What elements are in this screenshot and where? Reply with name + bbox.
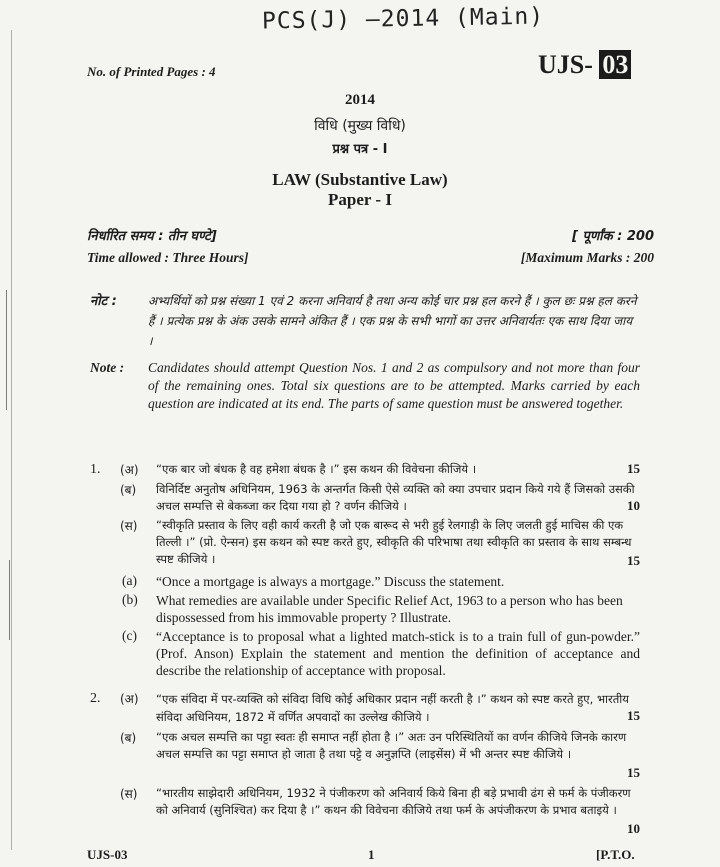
time-allowed-hindi: निर्धारित समय : तीन घण्टे] bbox=[87, 229, 217, 244]
part-label: (अ) bbox=[120, 692, 139, 706]
part-marks: 15 bbox=[627, 553, 640, 568]
printed-pages: No. of Printed Pages : 4 bbox=[87, 64, 216, 79]
time-allowed-english: Time allowed : Three Hours] bbox=[87, 250, 249, 265]
part-label: (स) bbox=[120, 787, 138, 801]
note-hindi-label: नोट : bbox=[90, 294, 117, 309]
part-text: विनिर्दिष्ट अनुतोष अधिनियम, 1963 के अन्तर्गत किसी ऐसे व्यक्ति को क्या उपचार प्रदान किये गये हैं जिसको उसकी अचल सम्पत्ति से बेकब्जा कर दिया गया हो ? वर्णन कीजिये । bbox=[156, 482, 635, 513]
part-text: “एक अचल सम्पत्ति का पट्टा स्वतः ही समाप्त नहीं होता है ।” अतः उन परिस्थितियों का वर्णन कीजिये जिनके कारण अचल सम्पत्ति का पट्टा समाप्त हो जाता है तथा पट्टे व अनुज्ञप्ति (लाइसेंस) में भी अन्तर स्पष्ट कीजिये । bbox=[156, 730, 627, 761]
part-text: “Once a mortgage is always a mortgage.” Discuss the statement. bbox=[156, 574, 505, 589]
footer-paper-code: UJS-03 bbox=[87, 847, 128, 862]
part-label: (अ) bbox=[120, 463, 139, 477]
question-1-number: 1. bbox=[90, 462, 101, 477]
title-hindi-paper: प्रश्न पत्र - I bbox=[332, 142, 388, 157]
part-label: (ब) bbox=[120, 731, 137, 745]
part-text: “एक संविदा में पर-व्यक्ति को संविदा विधि कोई अधिकार प्रदान नहीं करती है ।” कथन को स्पष्ट करते हुए, भारतीय संविदा अधिनियम, 1872 में वर्णित अपवादों का उल्लेख कीजिये । bbox=[156, 692, 629, 724]
part-marks: 10 bbox=[627, 498, 640, 513]
paper-code-number: 03 bbox=[599, 50, 631, 79]
handwritten-note: PCS(J) —2014 (Main) bbox=[261, 3, 545, 35]
note-english-label: Note : bbox=[90, 360, 125, 375]
part-label: (स) bbox=[120, 519, 138, 533]
scan-edge-line bbox=[9, 560, 10, 640]
title-english-paper: Paper - I bbox=[328, 190, 392, 209]
part-label: (b) bbox=[122, 592, 138, 607]
title-english-subject: LAW (Substantive Law) bbox=[272, 170, 448, 189]
part-label: (c) bbox=[122, 628, 137, 643]
part-text: “स्वीकृति प्रस्ताव के लिए वही कार्य करती है जो एक बारूद से भरी हुई रेलगाड़ी के लिए जलती हुई माचिस की एक तिल्ली ।” (प्रो. ऐन्सन) इस कथन को स्पष्ट करते हुए, स्वीकृति की परिभाषा तथा स्वीकृति का प्रस्ताव के साथ सम्बन्ध स्पष्ट कीजिये । bbox=[156, 518, 632, 566]
part-marks: 15 bbox=[627, 708, 640, 723]
part-text: “एक बार जो बंधक है वह हमेशा बंधक है ।” इस कथन की विवेचना कीजिये । bbox=[156, 462, 477, 476]
part-text: “भारतीय साझेदारी अधिनियम, 1932 ने पंजीकरण को अनिवार्य किये बिना ही बड़े प्रभावी ढंग से फर्म के पंजीकरण को अनिवार्य (सुनिश्चित) कर दिया है ।” कथन की विवेचना कीजिये तथा फर्म के अपंजीकरण के प्रभाव बताइये । bbox=[156, 786, 631, 817]
part-label: (a) bbox=[122, 573, 137, 588]
part-text: What remedies are available under Specific Relief Act, 1963 to a person who has been dispossessed from his immovable property ? Illustrate. bbox=[156, 593, 623, 625]
question-2-number: 2. bbox=[90, 691, 101, 706]
part-marks: 15 bbox=[627, 461, 640, 476]
paper-code-prefix: UJS- bbox=[538, 50, 593, 79]
part-marks: 15 bbox=[627, 765, 640, 780]
part-label: (ब) bbox=[120, 483, 137, 497]
paper-code bbox=[538, 50, 631, 80]
max-marks-english: [Maximum Marks : 200 bbox=[520, 250, 654, 265]
title-hindi-subject: विधि (मुख्य विधि) bbox=[314, 118, 406, 134]
note-hindi-text: अभ्यर्थियों को प्रश्न संख्या 1 एवं 2 करना अनिवार्य है तथा अन्य कोई चार प्रश्न हल करने हैं । कुल छः प्रश्न हल करने हैं । प्रत्येक प्रश्न के अंक उसके सामने अंकित हैं । एक प्रश्न के सभी भागों का उत्तर अनिवार्यतः एक साथ दिया जाय । bbox=[148, 294, 637, 348]
exam-year: 2014 bbox=[345, 92, 375, 108]
footer-page-number: 1 bbox=[368, 847, 375, 862]
scan-edge-line bbox=[6, 290, 7, 410]
max-marks-hindi: [ पूर्णांक : 200 bbox=[572, 229, 654, 244]
part-text: “Acceptance is to proposal what a lighted match-stick is to a train full of gun-powder.” (Prof. Anson) Explain the statement and mention the definition of acceptance and describe the relationship of acceptance with proposal. bbox=[156, 629, 640, 678]
part-marks: 10 bbox=[627, 821, 640, 836]
footer-pto: [P.T.O. bbox=[596, 847, 635, 862]
note-english-text: Candidates should attempt Question Nos. 1 and 2 as compulsory and not more than four of the remaining ones. Total six questions are to be attempted. Marks carried by each question are indicated at its end. The parts of same question must be answered together. bbox=[148, 360, 640, 411]
